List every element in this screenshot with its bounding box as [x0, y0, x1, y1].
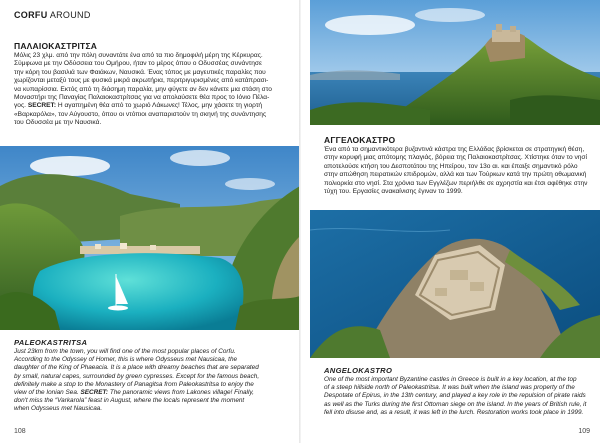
caption-line: daughter of the King of Phaeacia. It is a place with dreamy beaches that are separated: [14, 364, 259, 372]
caption-line: One of the most important Byzantine castles in Greece is built in a key location, at the top: [324, 376, 577, 383]
header-subtitle: AROUND: [49, 10, 91, 20]
caption-title-angelokastro: ANGELOKASTRO: [324, 366, 393, 375]
section-title-paleokastritsa: ΠΑΛΑΙΟΚΑΣΤΡΙΤΣΑ: [14, 41, 98, 51]
running-header: [14, 10, 91, 20]
caption-title-paleokastritsa: PALEOKASTRITSA: [14, 338, 88, 347]
english-caption-paleokastritsa: [14, 348, 288, 414]
caption-line: [14, 389, 288, 397]
header-title: CORFU: [14, 10, 48, 20]
body-line-part: Η αγαπημένη θέα από το χωριό Λάκωνες! Τέλος, μην χάσετε τη γιορτή: [57, 102, 263, 110]
caption-line: Just 23km from the town, you will find one of the most popular places of Corfu.: [14, 348, 236, 355]
body-line: χωρίζονται μεταξύ τους με φυσικά μικρά ακρωτήρια, περιτριγυρισμένες από κατάπρασι-: [14, 77, 269, 85]
caption-line-part: view of the Ionian Sea.: [14, 389, 79, 397]
greek-body-angelokastro: [324, 146, 594, 196]
body-line: στην απώθηση πειρατικών επιδρομών, αλλά και των Τούρκων κατά την πρώτη οθωμανική: [324, 171, 587, 179]
body-line: Σύμφωνα με την Οδύσσεια του Ομήρου, ήταν το μέρος όπου ο Οδυσσέας συνάντησε: [14, 60, 262, 68]
page-number-left: 108: [14, 428, 26, 435]
caption-line: definitely make a stop to the Monastery of Panagitsa from Paleokastritsa to enjoy the: [14, 380, 254, 388]
angelokastro-hill-photo: [310, 0, 600, 125]
body-line: Ένα από τα σημαντικότερα βυζαντινά κάστρα της Ελλάδας βρίσκεται σε στρατηγική θέση,: [324, 146, 585, 153]
paleokastritsa-photo: [0, 146, 300, 330]
secret-label: SECRET:: [27, 102, 57, 110]
body-line: στην κορυφή μιας απότομης πλαγιάς, βόρεια της Παλαιοκαστρίτσας. Χτίστηκε όταν το νησί: [324, 154, 587, 162]
angelokastro-aerial-photo: [310, 210, 600, 358]
right-page: [300, 0, 600, 443]
caption-line: According to the Odyssey of Homer, this is where Odysseus met Nausicaa, the: [14, 356, 238, 364]
caption-line: by small, natural capes, surrounded by green cypresses. Except for the famous beach,: [14, 372, 260, 380]
body-line-part: γος.: [14, 102, 26, 110]
body-line: την κόρη του βασιλιά των Φαιάκων, Ναυσικά. Ένας τόπος με μαγευτικές παραλίες που: [14, 68, 266, 76]
greek-body-paleokastritsa: [14, 52, 286, 128]
secret-label-en: SECRET:: [80, 389, 109, 397]
caption-line: don't miss the “Varkarola” feast in August, where the locals represent the moment: [14, 397, 245, 405]
body-line: Μοναστήρι της Παναγίας Παλαιοκαστρίτσας για να απολαύσετε θέα προς το Ιόνιο Πέλα-: [14, 94, 270, 102]
body-line: [14, 102, 286, 110]
caption-line: when Odysseus met Nausicaa.: [14, 405, 103, 413]
section-title-angelokastro: ΑΓΓΕΛΟΚΑΣΤΡΟ: [324, 135, 396, 145]
body-line: αποτελούσε κτήση του Δεσποτάτου της Ηπείρου, τον 13ο αι. και έπαιξε σημαντικό ρόλο: [324, 162, 578, 170]
page-number-right: 109: [578, 428, 590, 435]
body-line: Μόλις 23 χλμ. από την πόλη συναντάτε ένα από τα πιο δημοφιλή μέρη της Κέρκυρας.: [14, 52, 263, 59]
body-line: «Βαρκαρόλα», τον Αύγουστο, όπου οι ντόπιοι αναπαριστούν τη σκηνή της συνάντησης: [14, 110, 267, 118]
body-line: του Οδυσσέα με την Ναυσικά.: [14, 119, 102, 127]
caption-line-part: The panoramic views from Lakones village! Finally,: [109, 389, 254, 397]
body-line: τύχη του. Εργασίες ανακαίνισης έγιναν το 1999.: [324, 188, 463, 196]
body-line: πολιορκία στο νησί. Στα χρόνια των Εγγλέζων περιήλθε σε αχρηστία και έτσι αφέθηκε στην: [324, 179, 588, 187]
caption-line: of a steep hillside north of Paleokastritsa. It was built when the island was property of the: [324, 384, 575, 392]
caption-line: as well as the Turks during the first Ottoman siege on the island. In the years of British rule, it: [324, 400, 587, 408]
caption-line: fell into disuse and, as a result, it was left in the lurch. Restoration works took place in 1999.: [324, 408, 584, 416]
caption-line: Despotate of Epirus, in the 13th century, and played a key role in the repulsion of pirate raids: [324, 392, 586, 400]
body-line: να κυπαρίσσια. Εκτός από τη διάσημη παραλία, μην φύγετε αν δεν κάνετε μια στάση στο: [14, 85, 272, 93]
english-caption-angelokastro: [324, 376, 592, 417]
